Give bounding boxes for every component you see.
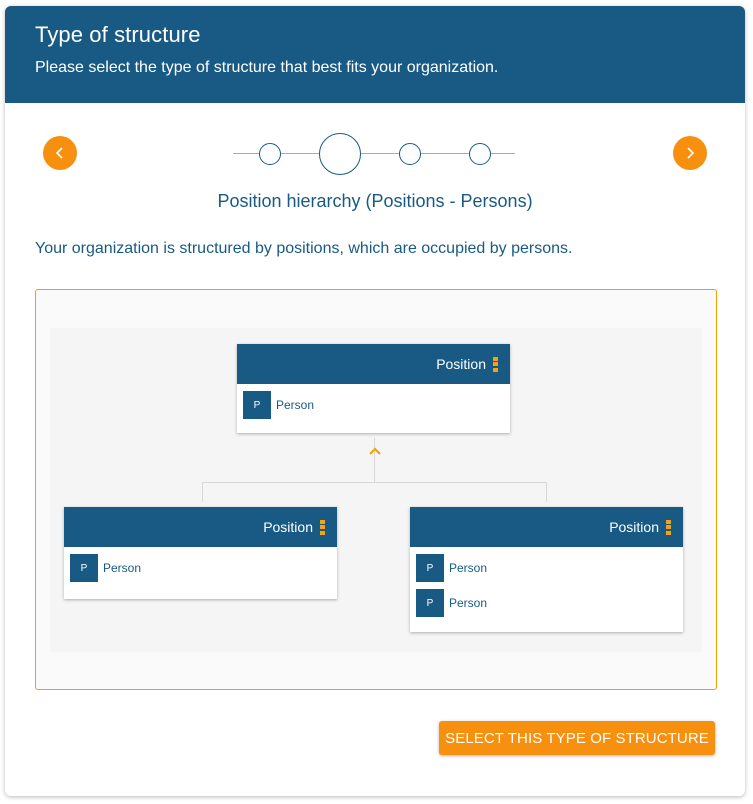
chevron-left-icon: [53, 146, 67, 160]
step-2-active[interactable]: [319, 133, 361, 175]
structure-card: [5, 6, 745, 796]
more-options-icon[interactable]: [666, 520, 671, 535]
person-item[interactable]: [416, 554, 683, 582]
connector-right: [546, 482, 547, 502]
next-button[interactable]: [673, 136, 707, 170]
person-item[interactable]: [243, 391, 510, 419]
step-1[interactable]: [259, 143, 281, 165]
person-avatar: P: [416, 589, 444, 617]
position-label: Position: [263, 519, 313, 535]
card-header: [5, 6, 745, 103]
position-header: [64, 507, 337, 547]
position-header: [410, 507, 683, 547]
position-label: Position: [609, 519, 659, 535]
org-chart-diagram: [50, 328, 702, 652]
page-subtitle: Please select the type of structure that best fits your organization.: [35, 59, 499, 76]
more-options-icon[interactable]: [493, 357, 498, 372]
person-item[interactable]: [70, 554, 337, 582]
connector-horizontal: [202, 482, 547, 483]
connector-vertical-top: [374, 438, 375, 483]
structure-preview: [35, 289, 717, 690]
step-3[interactable]: [399, 143, 421, 165]
page-title: Type of structure: [35, 22, 201, 47]
person-avatar: P: [416, 554, 444, 582]
step-4[interactable]: [469, 143, 491, 165]
person-avatar: P: [243, 391, 271, 419]
more-options-icon[interactable]: [320, 520, 325, 535]
structure-type-title: Position hierarchy (Positions - Persons): [217, 191, 533, 211]
position-header: [237, 344, 510, 384]
position-node-top[interactable]: [237, 344, 510, 433]
person-name: Person: [449, 596, 488, 610]
position-label: Position: [436, 356, 486, 372]
structure-description: Your organization is structured by positions, which are occupied by persons.: [35, 240, 573, 257]
position-node-left[interactable]: [64, 507, 337, 599]
position-node-right[interactable]: [410, 507, 683, 632]
person-name: Person: [103, 561, 142, 575]
person-name: Person: [276, 398, 315, 412]
previous-button[interactable]: [43, 136, 77, 170]
person-item[interactable]: [416, 589, 683, 617]
person-name: Person: [449, 561, 488, 575]
connector-left: [202, 482, 203, 502]
chevron-right-icon: [683, 146, 697, 160]
person-avatar: P: [70, 554, 98, 582]
collapse-chevron-up-icon[interactable]: [368, 446, 382, 456]
select-structure-button[interactable]: SELECT THIS TYPE OF STRUCTURE: [439, 721, 715, 755]
